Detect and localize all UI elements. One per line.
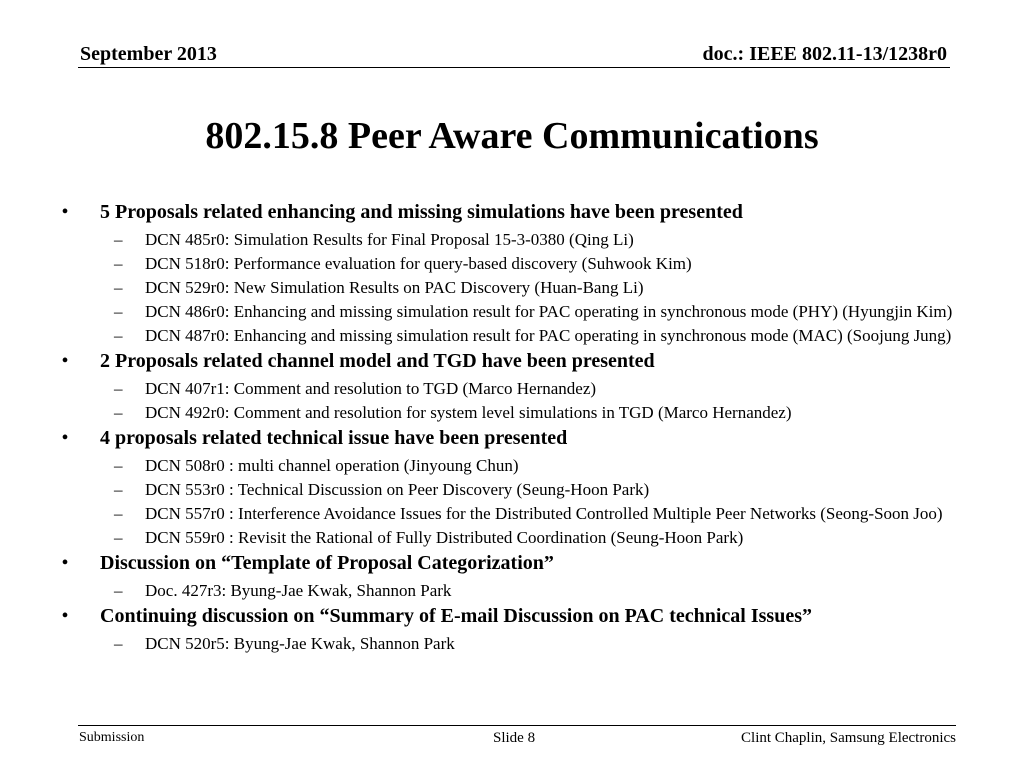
bullet-item bbox=[58, 425, 968, 451]
sub-item bbox=[58, 255, 968, 273]
sub-item bbox=[58, 231, 968, 249]
sub-item-text: DCN 518r0: Performance evaluation for query-based discovery (Suhwook Kim) bbox=[145, 254, 692, 273]
sub-item bbox=[58, 635, 968, 653]
sub-item bbox=[58, 505, 968, 523]
bullet-item bbox=[58, 550, 968, 576]
slide-content bbox=[58, 199, 968, 653]
dash-marker: – bbox=[114, 528, 123, 547]
dash-marker: – bbox=[114, 326, 123, 345]
sub-item-text: DCN 486r0: Enhancing and missing simulation result for PAC operating in synchronous mode (PHY) (Hyungjin Kim) bbox=[145, 302, 953, 321]
sub-item-text: DCN 520r5: Byung-Jae Kwak, Shannon Park bbox=[145, 634, 455, 653]
bullet-text: 2 Proposals related channel model and TGD have been presented bbox=[100, 350, 655, 372]
header-rule bbox=[78, 67, 950, 68]
bullet-marker: • bbox=[61, 427, 69, 449]
bullet-marker: • bbox=[61, 350, 69, 372]
bullet-text: Continuing discussion on “Summary of E-mail Discussion on PAC technical Issues” bbox=[100, 605, 812, 627]
sub-item-text: DCN 508r0 : multi channel operation (Jinyoung Chun) bbox=[145, 456, 519, 475]
bullet-marker: • bbox=[61, 552, 69, 574]
sub-item-text: DCN 487r0: Enhancing and missing simulation result for PAC operating in synchronous mode (MAC) (Soojung Jung) bbox=[145, 326, 952, 345]
sub-item-text: DCN 485r0: Simulation Results for Final Proposal 15-3-0380 (Qing Li) bbox=[145, 230, 634, 249]
dash-marker: – bbox=[114, 278, 123, 297]
footer-rule bbox=[78, 725, 956, 726]
header-doc-number: doc.: IEEE 802.11-13/1238r0 bbox=[702, 43, 947, 65]
sub-item bbox=[58, 582, 968, 600]
sub-item bbox=[58, 481, 968, 499]
sub-item bbox=[58, 529, 968, 547]
dash-marker: – bbox=[114, 254, 123, 273]
bullet-item bbox=[58, 603, 968, 629]
dash-marker: – bbox=[114, 504, 123, 523]
bullet-text: 5 Proposals related enhancing and missing simulations have been presented bbox=[100, 201, 743, 223]
dash-marker: – bbox=[114, 581, 123, 600]
dash-marker: – bbox=[114, 230, 123, 249]
sub-item bbox=[58, 327, 968, 345]
sub-item-text: DCN 492r0: Comment and resolution for system level simulations in TGD (Marco Hernandez) bbox=[145, 403, 792, 422]
bullet-text: Discussion on “Template of Proposal Categorization” bbox=[100, 552, 554, 574]
dash-marker: – bbox=[114, 456, 123, 475]
sub-item-text: DCN 529r0: New Simulation Results on PAC Discovery (Huan-Bang Li) bbox=[145, 278, 644, 297]
dash-marker: – bbox=[114, 480, 123, 499]
bullet-item bbox=[58, 348, 968, 374]
bullet-marker: • bbox=[61, 201, 69, 223]
sub-item bbox=[58, 303, 968, 321]
dash-marker: – bbox=[114, 379, 123, 398]
footer-submission: Submission bbox=[79, 730, 145, 745]
bullet-text: 4 proposals related technical issue have been presented bbox=[100, 427, 568, 449]
header-date: September 2013 bbox=[80, 43, 217, 65]
sub-item-text: DCN 553r0 : Technical Discussion on Peer Discovery (Seung-Hoon Park) bbox=[145, 480, 650, 499]
sub-item bbox=[58, 457, 968, 475]
footer-slide-number: Slide 8 bbox=[493, 730, 536, 746]
footer-author: Clint Chaplin, Samsung Electronics bbox=[741, 730, 956, 746]
sub-item-text: DCN 407r1: Comment and resolution to TGD (Marco Hernandez) bbox=[145, 379, 597, 398]
slide-title: 802.15.8 Peer Aware Communications bbox=[205, 115, 819, 157]
dash-marker: – bbox=[114, 403, 123, 422]
sub-item-text: DCN 557r0 : Interference Avoidance Issues for the Distributed Controlled Multiple Peer Networks (Seong-Soon Joo) bbox=[145, 504, 943, 523]
sub-item bbox=[58, 380, 968, 398]
sub-item bbox=[58, 279, 968, 297]
dash-marker: – bbox=[114, 634, 123, 653]
dash-marker: – bbox=[114, 302, 123, 321]
bullet-item bbox=[58, 199, 968, 225]
sub-item bbox=[58, 404, 968, 422]
sub-item-text: Doc. 427r3: Byung-Jae Kwak, Shannon Park bbox=[145, 581, 452, 600]
bullet-marker: • bbox=[61, 605, 69, 627]
sub-item-text: DCN 559r0 : Revisit the Rational of Fully Distributed Coordination (Seung-Hoon Park) bbox=[145, 528, 744, 547]
